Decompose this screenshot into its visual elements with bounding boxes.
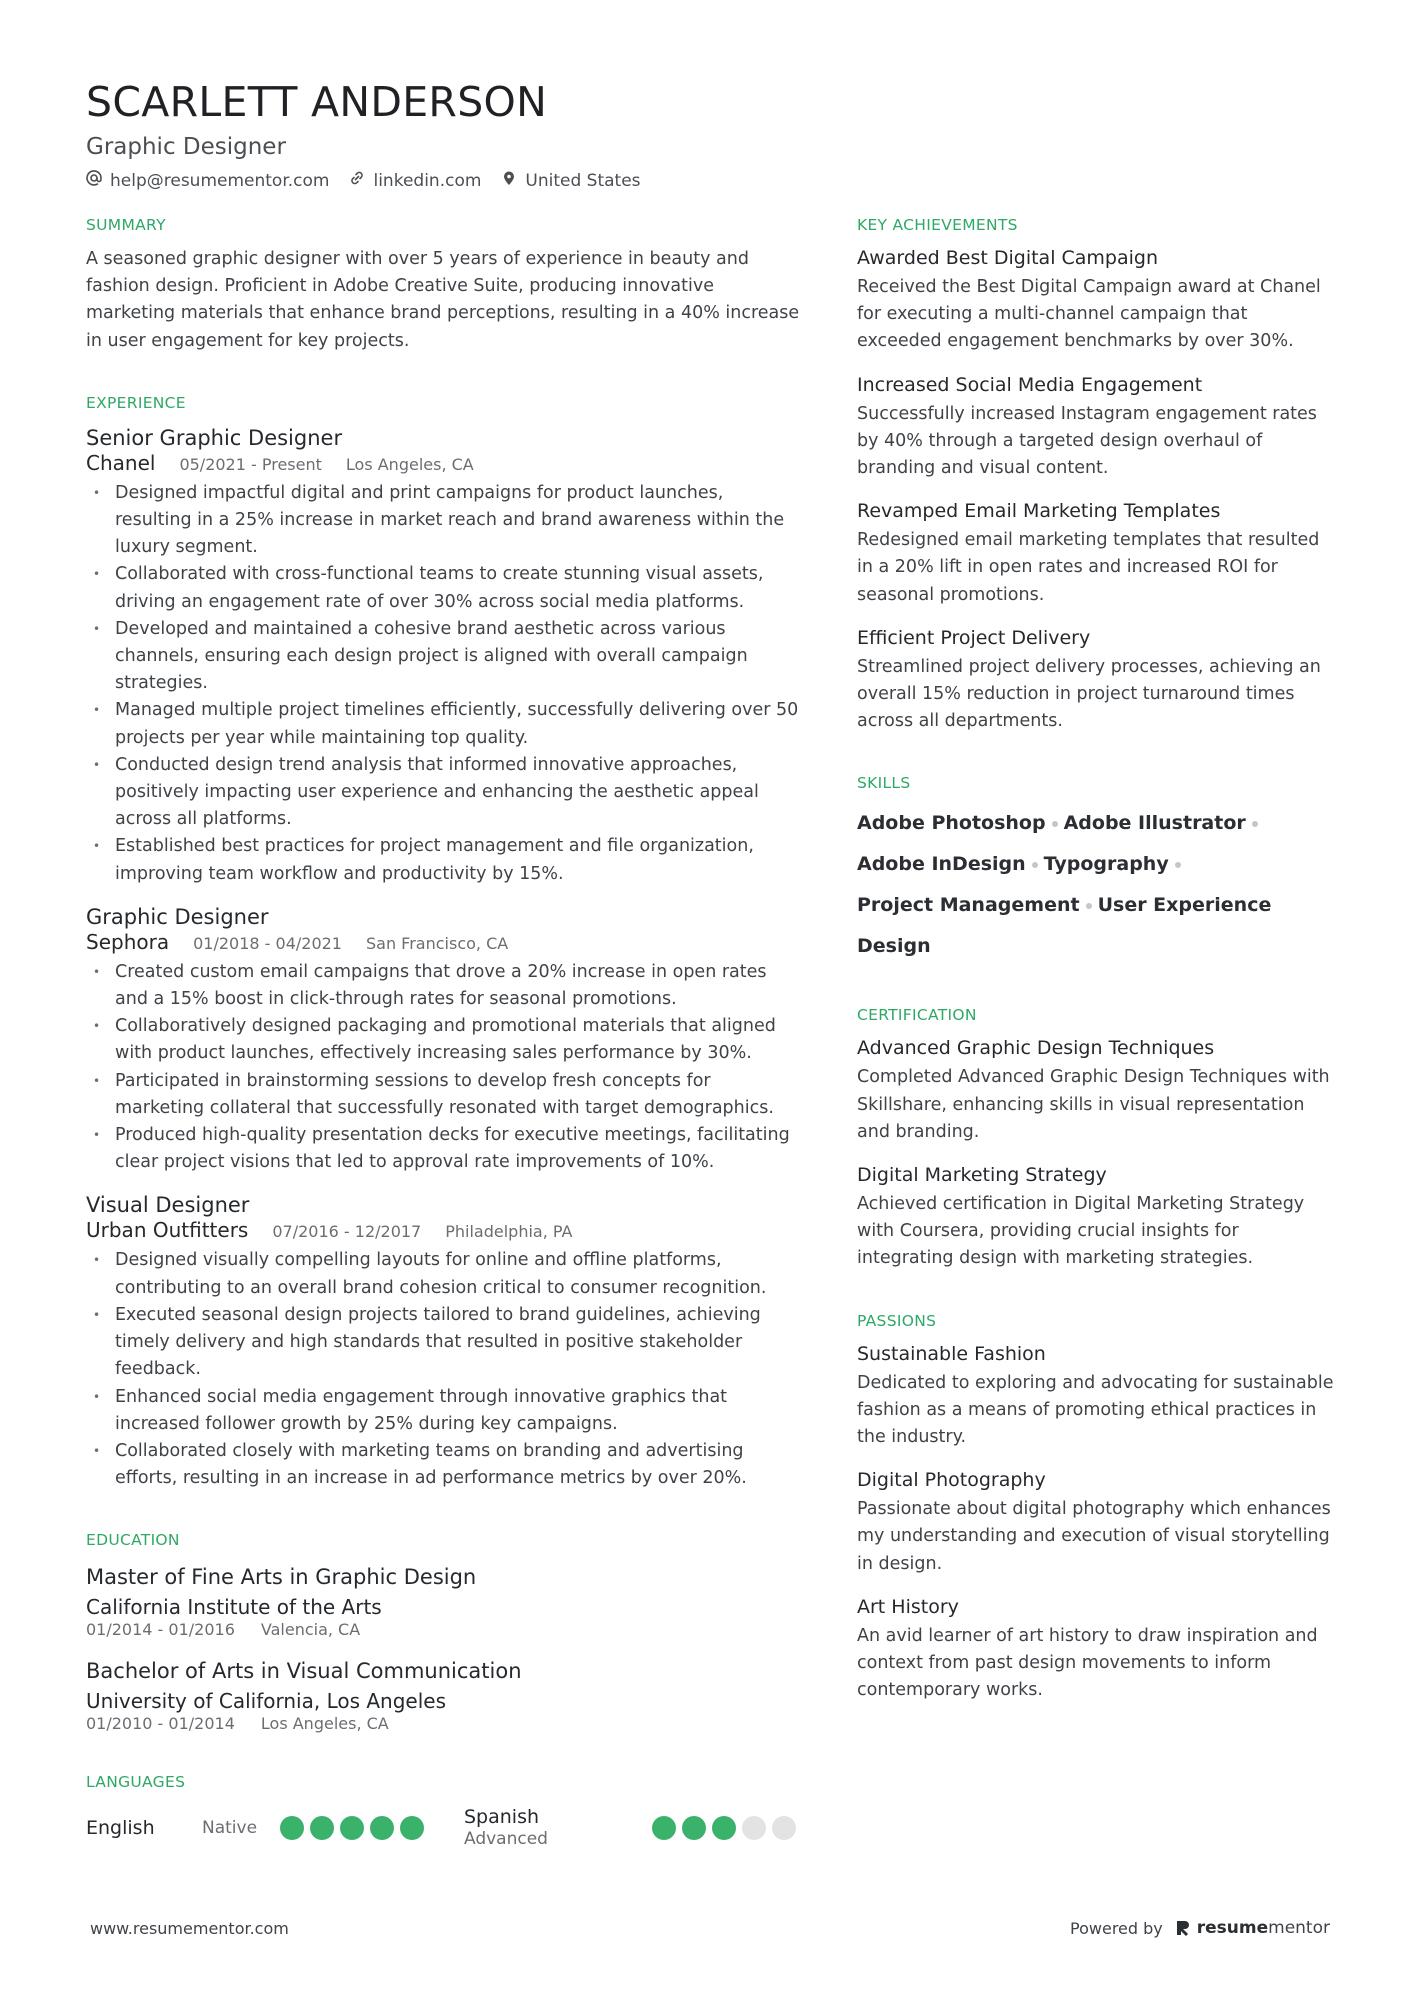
bullet-item: • Designed visually compelling layouts for online and offline platforms, contributing to an overall brand cohesion critical to consumer recognition. [86,1247,802,1301]
achievement-entry [857,498,1337,609]
certification-title: Digital Marketing Strategy [857,1164,1107,1187]
passion-entry [857,1467,1337,1578]
rating-dot-filled [712,1816,736,1840]
contact-row [86,170,1326,191]
edu-degree: Bachelor of Arts in Visual Communication [86,1659,522,1684]
location-text: United States [525,170,641,191]
edu-degree: Master of Fine Arts in Graphic Design [86,1565,477,1590]
language-name: Spanish [464,1806,540,1829]
separator-dot-icon [1032,862,1038,868]
skill-row [857,844,1337,885]
summary-text: A seasoned graphic designer with over 5 years of experience in beauty and fashion design. Proficient in Adobe Creative Suite, producing innovative marketing materials that enhance brand perceptions, resulting in a 40% increase in user engagement for key projects. [86,249,800,351]
certification-entry [857,1162,1337,1273]
skill-item: Adobe Illustrator [1063,812,1246,835]
job-meta [86,930,802,956]
language-entry [464,1806,796,1850]
achievement-title: Awarded Best Digital Campaign [857,247,1159,269]
section-title: SUMMARY [86,216,166,234]
bullet-item: • Developed and maintained a cohesive brand aesthetic across various channels, ensuring each design project is aligned with overall campaign strategies. [86,616,802,698]
left-column [86,215,802,1850]
achievement-entry [857,625,1337,736]
passions-section [857,1311,1337,1705]
language-level: Advanced [464,1829,548,1850]
education-entry [86,1562,802,1640]
edu-school: University of California, Los Angeles [86,1689,447,1714]
job-dates: 01/2018 - 04/2021 [193,933,342,953]
passion-entry [857,1341,1337,1452]
edu-dates: 01/2014 - 01/2016 [86,1620,235,1640]
bullet-item: • Created custom email campaigns that drove a 20% increase in open rates and a 15% boost in click-through rates for seasonal promotions. [86,959,802,1013]
section-title: EXPERIENCE [86,393,186,412]
separator-dot-icon [1052,821,1058,827]
at-sign-icon [86,170,102,191]
job-location: Los Angeles, CA [345,454,474,474]
rating-dot-filled [652,1816,676,1840]
passion-title: Art History [857,1595,959,1618]
separator-dot-icon [1252,821,1258,827]
job-title: Senior Graphic Designer [86,425,343,450]
contact-email[interactable] [86,170,329,191]
rating-dot-filled [340,1816,364,1840]
achievement-entry [857,245,1337,356]
achievement-desc: Redesigned email marketing templates that resulted in a 20% lift in open rates and increased ROI for seasonal promotions. [857,530,1320,605]
passion-title: Digital Photography [857,1469,1046,1492]
job-entry [86,425,802,888]
passion-entry [857,1594,1337,1705]
skills-section [857,773,1337,967]
rating-dot-filled [400,1816,424,1840]
edu-dates: 01/2010 - 01/2014 [86,1714,235,1734]
passion-desc: An avid learner of art history to draw inspiration and context from past design movements to inform contemporary works. [857,1625,1318,1701]
job-company: Urban Outfitters [86,1218,249,1243]
skill-item: Project Management [857,894,1080,917]
rating-dot-empty [772,1816,796,1840]
passion-desc: Passionate about digital photography which enhances my understanding and execution of visual storytelling in design. [857,1499,1331,1574]
page-footer [90,1918,1330,1938]
language-name: English [86,1817,155,1840]
rating-dot-filled [370,1816,394,1840]
contact-linkedin[interactable] [349,170,481,191]
brand-name-rest: mentor [1268,1918,1330,1938]
job-entry [86,904,802,1177]
section-title: EDUCATION [86,1531,180,1550]
job-company: Sephora [86,929,170,954]
language-level: Native [202,1818,258,1839]
link-icon [349,170,365,191]
job-bullets [86,1247,802,1492]
job-dates: 05/2021 - Present [179,454,322,474]
language-rating [652,1816,796,1840]
section-title: PASSIONS [857,1311,937,1330]
job-bullets [86,480,802,888]
bullet-item: • Conducted design trend analysis that informed innovative approaches, positively impacting user experience and enhancing the aesthetic appeal across all platforms. [86,752,802,834]
languages-section [86,1772,802,1850]
passion-title: Sustainable Fashion [857,1342,1046,1365]
bullet-item: • Produced high-quality presentation decks for executive meetings, facilitating clear project visions that led to approval rate improvements of 10%. [86,1122,802,1176]
education-section [86,1530,802,1734]
certification-section [857,1005,1337,1272]
edu-location: Los Angeles, CA [260,1714,389,1734]
education-entry [86,1656,802,1734]
achievement-title: Efficient Project Delivery [857,626,1091,649]
achievement-desc: Successfully increased Instagram engagement rates by 40% through a targeted design overhaul of branding and visual content. [857,403,1317,479]
bullet-item: • Collaborated closely with marketing teams on branding and advertising efforts, resulting in an increase in ad performance metrics by over 20%. [86,1438,802,1492]
location-pin-icon [501,170,517,191]
edu-meta [86,1620,802,1640]
brand-name-bold: resume [1196,1918,1269,1938]
rating-dot-filled [280,1816,304,1840]
bullet-item: • Managed multiple project timelines efficiently, successfully delivering over 50 projects per year while maintaining top quality. [86,697,802,751]
bullet-item: • Participated in brainstorming sessions to develop fresh concepts for marketing collateral that successfully resonated with target demographics. [86,1068,802,1122]
job-entry [86,1192,802,1492]
section-title: CERTIFICATION [857,1006,977,1025]
rating-dot-filled [682,1816,706,1840]
skill-item: Typography [1043,853,1169,876]
job-meta [86,1218,802,1244]
edu-meta [86,1714,802,1734]
summary-section [86,215,802,355]
certification-title: Advanced Graphic Design Techniques [857,1037,1215,1060]
section-title: LANGUAGES [86,1773,186,1792]
achievement-entry [857,372,1337,483]
separator-dot-icon [1086,903,1092,909]
language-entry [86,1806,424,1850]
certification-desc: Achieved certification in Digital Marketing Strategy with Coursera, providing crucial insights for integrating design with marketing strategies. [857,1194,1305,1269]
edu-location: Valencia, CA [260,1620,361,1640]
experience-section [86,393,802,1493]
languages-row [86,1806,802,1850]
bullet-item: • Executed seasonal design projects tailored to brand guidelines, achieving timely delivery and high standards that resulted in positive stakeholder feedback. [86,1302,802,1384]
candidate-name: SCARLETT ANDERSON [86,78,548,126]
certification-entry [857,1035,1337,1146]
achievement-desc: Received the Best Digital Campaign award at Chanel for executing a multi-channel campaign that exceeded engagement benchmarks by over 30%. [857,277,1321,352]
skill-row [857,885,1337,967]
job-meta [86,451,802,477]
skills-list [857,803,1337,967]
bullet-item: • Established best practices for project management and file organization, improving team workflow and productivity by 15%. [86,833,802,887]
achievements-section [857,215,1337,735]
bullet-item: • Designed impactful digital and print campaigns for product launches, resulting in a 25% increase in market reach and brand awareness within the luxury segment. [86,480,802,562]
resumementor-logo-icon [1175,1919,1191,1937]
bullet-item: • Collaboratively designed packaging and promotional materials that aligned with product launches, effectively increasing sales performance by 30%. [86,1013,802,1067]
edu-school: California Institute of the Arts [86,1595,382,1620]
job-location: San Francisco, CA [365,933,509,953]
achievement-title: Revamped Email Marketing Templates [857,500,1221,523]
rating-dot-empty [742,1816,766,1840]
footer-url-link[interactable]: www.resumementor.com [90,1918,289,1938]
section-title: KEY ACHIEVEMENTS [857,216,1018,234]
powered-by-label: Powered by [1070,1918,1163,1938]
candidate-role: Graphic Designer [86,134,286,160]
job-dates: 07/2016 - 12/2017 [272,1222,422,1242]
job-location: Philadelphia, PA [445,1222,573,1242]
contact-location [501,170,640,191]
job-title: Graphic Designer [86,904,269,929]
bullet-item: • Enhanced social media engagement through innovative graphics that increased follower growth by 25% during key campaigns. [86,1384,802,1438]
job-company: Chanel [86,450,156,475]
email-text: help@resumementor.com [110,170,330,191]
skill-item: Adobe InDesign [857,853,1026,876]
achievement-title: Increased Social Media Engagement [857,373,1203,396]
skill-row [857,803,1337,844]
job-title: Visual Designer [86,1193,250,1218]
bullet-item: • Collaborated with cross-functional teams to create stunning visual assets, driving an engagement rate of over 30% across social media platforms. [86,561,802,615]
passion-desc: Dedicated to exploring and advocating for sustainable fashion as a means of promoting ethical practices in the industry. [857,1372,1334,1448]
rating-dot-filled [310,1816,334,1840]
right-column [857,215,1337,1704]
certification-desc: Completed Advanced Graphic Design Techniques with Skillshare, enhancing skills in visual representation and branding. [857,1067,1330,1142]
resume-header [86,74,1326,191]
language-rating [280,1816,424,1840]
job-bullets [86,959,802,1177]
skill-item: Adobe Photoshop [857,812,1046,835]
brand-logo[interactable] [1175,1918,1330,1938]
achievement-desc: Streamlined project delivery processes, achieving an overall 15% reduction in project turnaround times across all departments. [857,656,1321,732]
separator-dot-icon [1175,862,1181,868]
powered-by [1070,1918,1330,1938]
skill-item: User Experience Design [857,894,1272,958]
linkedin-text: linkedin.com [373,170,482,191]
section-title: SKILLS [857,774,911,793]
